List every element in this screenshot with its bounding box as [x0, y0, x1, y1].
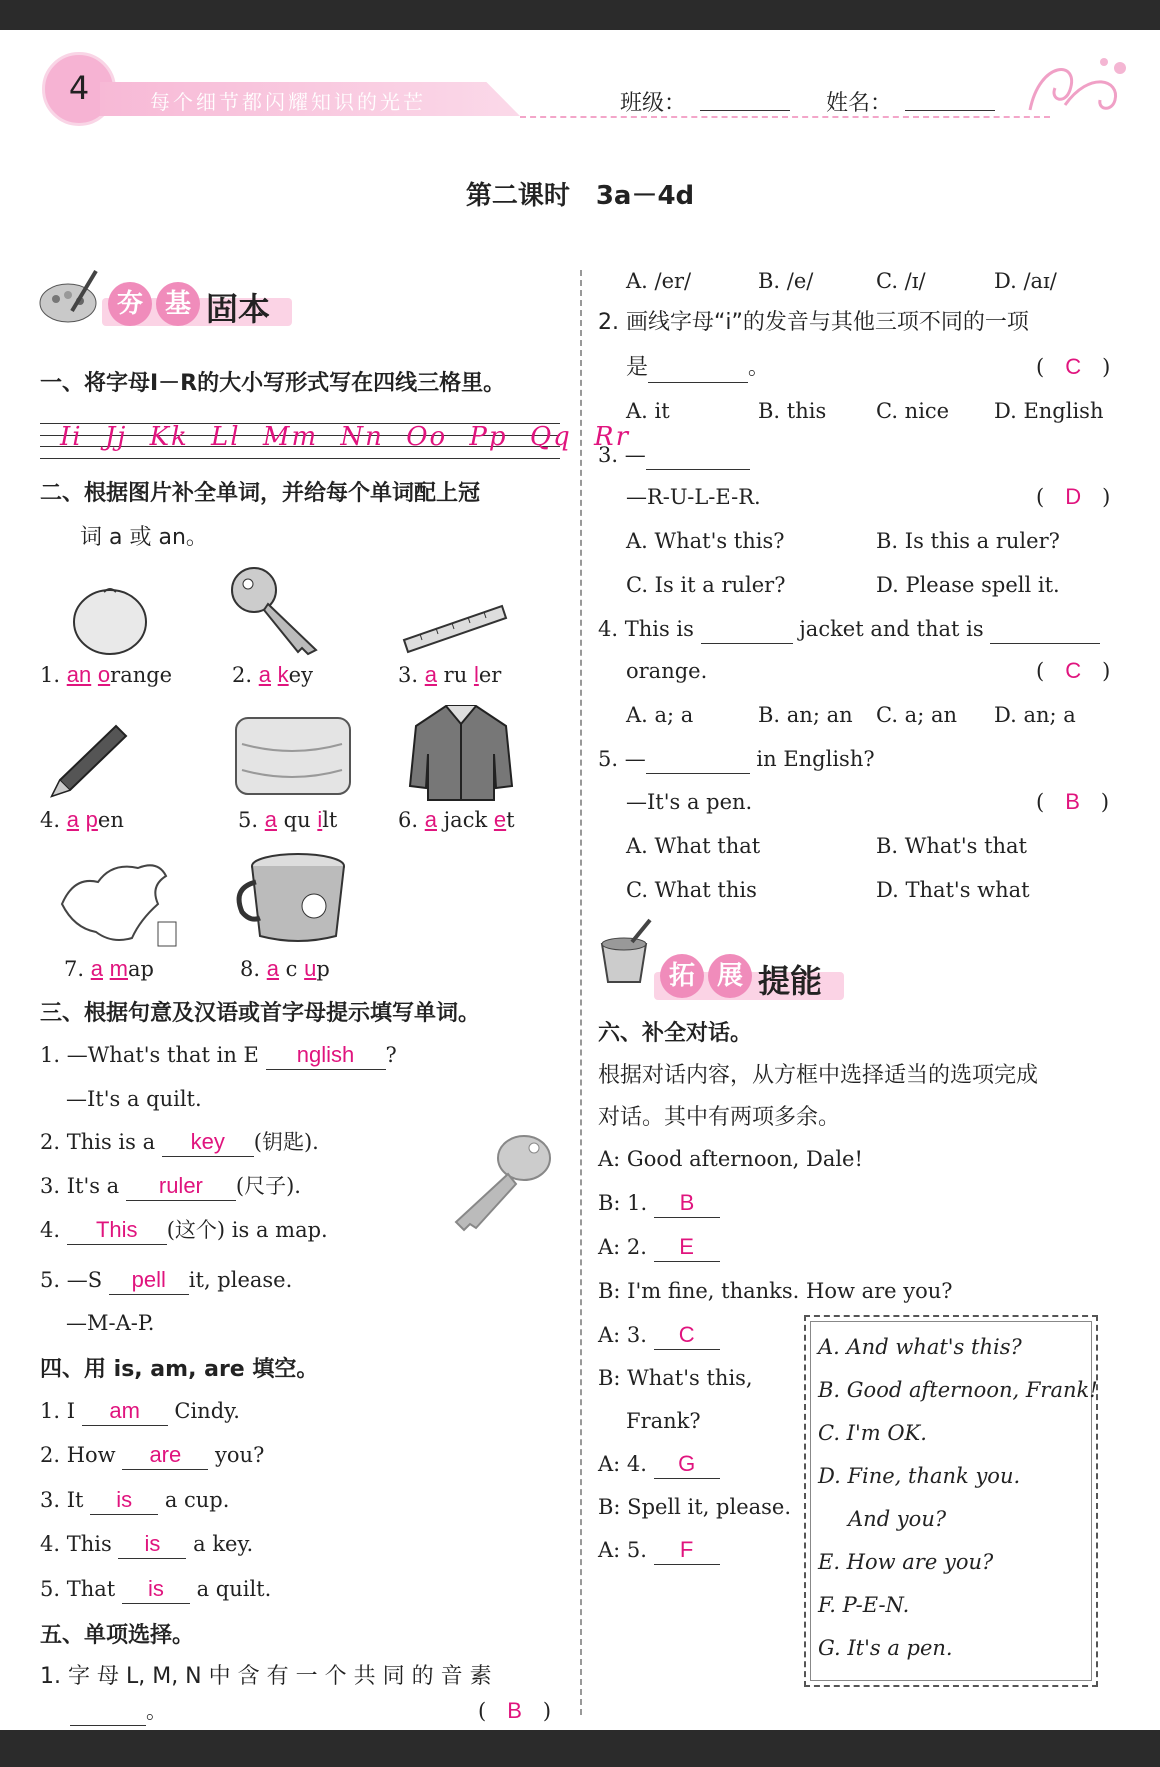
option-b: B. Good afternoon, Frank!	[818, 1378, 1098, 1402]
q5-s5-stem: 5. — in English?	[598, 744, 875, 774]
q2-item-4-article: a	[66, 807, 79, 832]
q4-answer-5: is	[122, 1575, 190, 1604]
q2-item-6: 6. a jack et	[398, 807, 515, 832]
q5-s2-stem-2: 是 。	[626, 352, 769, 383]
orange-picture	[70, 582, 150, 656]
q2-item-3-article: a	[424, 662, 437, 687]
option-f: F. P-E-N.	[818, 1593, 910, 1617]
section-a-badge-1: 夯	[108, 282, 152, 326]
key-picture	[228, 564, 328, 656]
q4-answer-2: are	[122, 1441, 208, 1470]
q5-s3-answer: ( D )	[1036, 484, 1111, 509]
options-box-list	[818, 1326, 1098, 1670]
q2-item-4-letter: p	[85, 807, 98, 832]
q5-heading: 五、单项选择。	[40, 1623, 195, 1648]
q4-item-3: 3. It is a cup.	[40, 1485, 229, 1515]
q5-s2-answer: ( C )	[1036, 354, 1111, 379]
q5-s4-blank-1	[701, 643, 793, 644]
q5-s3-stem: 3. —	[598, 440, 750, 470]
map-picture	[54, 856, 182, 950]
option-c: C. I'm OK.	[818, 1421, 927, 1445]
q2-item-5-letter: i	[317, 807, 323, 832]
page-number-badge: 4	[42, 52, 116, 126]
q2-item-2-article: a	[258, 662, 271, 687]
q5-s3-blank	[646, 469, 750, 470]
option-d-cont: And you?	[848, 1507, 947, 1531]
q4-heading: 四、用 is, am, are 填空。	[40, 1357, 319, 1382]
q2-item-1-article: an	[66, 662, 92, 687]
q3-line-2: 2. This is a key (钥匙).	[40, 1127, 319, 1157]
option-a: A. And what's this?	[818, 1335, 1022, 1359]
q5-s1-blank	[70, 1725, 146, 1726]
q6-dialogue-3: B: I'm fine, thanks. How are you?	[598, 1279, 953, 1303]
header-dash-line	[520, 116, 1050, 118]
q4-answer-4: is	[118, 1530, 186, 1559]
q3-line-5-reply: —M-A-P.	[66, 1311, 155, 1335]
section-a-title: 固本	[206, 290, 271, 328]
column-divider	[580, 270, 582, 1715]
q6-dialogue-2: A: 2. E	[598, 1232, 720, 1262]
q6-dialogue-7: B: Spell it, please.	[598, 1495, 792, 1519]
q3-answer-5: pell	[109, 1266, 189, 1295]
q2-item-7-article: a	[90, 956, 103, 981]
q6-dialogue-6: A: 4. G	[598, 1449, 720, 1479]
q6-answer-3: C	[654, 1321, 720, 1350]
q2-item-7-letter: m	[109, 956, 128, 981]
name-label: 姓名：	[826, 91, 893, 116]
option-e: E. How are you?	[818, 1550, 994, 1574]
q3-heading: 三、根据句意及汉语或首字母提示填写单词。	[40, 1001, 481, 1026]
q2-item-8-article: a	[266, 956, 279, 981]
q6-dialogue-1: B: 1. B	[598, 1188, 720, 1218]
q6-answer-5: F	[654, 1536, 720, 1565]
pen-picture	[44, 718, 130, 800]
q5-s5-reply: —It's a pen.	[626, 790, 753, 814]
q3-answer-3: ruler	[126, 1172, 236, 1201]
class-field[interactable]	[700, 110, 790, 111]
q2-item-1: 1. an orange	[40, 662, 173, 687]
q2-item-8-letter: u	[304, 956, 317, 981]
section-a-badge-2: 基	[156, 282, 200, 326]
q3-answer-1: nglish	[266, 1041, 386, 1070]
palette-icon	[38, 267, 100, 325]
q2-heading-line2: 词 a 或 an。	[80, 525, 208, 550]
q5-s4-stem-2: orange.	[626, 659, 708, 683]
q3-answer-4: This	[67, 1216, 167, 1245]
name-field[interactable]	[905, 110, 995, 111]
q4-item-2: 2. How are you?	[40, 1440, 264, 1470]
q3-line-3: 3. It's a ruler (尺子).	[40, 1171, 301, 1201]
q6-dialogue-5b: Frank?	[626, 1409, 701, 1433]
cup-picture	[230, 848, 352, 948]
q3-line-5: 5. —S pell it, please.	[40, 1265, 292, 1295]
q2-item-5-article: a	[264, 807, 277, 832]
q6-answer-4: G	[654, 1450, 720, 1479]
q6-instruction-1: 根据对话内容，从方框中选择适当的选项完成	[598, 1063, 1039, 1088]
q2-item-5: 5. a qu ilt	[238, 807, 338, 832]
q6-dialogue-4: A: 3. C	[598, 1320, 720, 1350]
q2-item-3: 3. a ru ler	[398, 662, 502, 687]
q3-answer-2: key	[162, 1128, 254, 1157]
q4-item-1: 1. I am Cindy.	[40, 1396, 240, 1426]
q3-line-1-reply: —It's a quilt.	[66, 1087, 202, 1111]
section-b-title: 提能	[758, 962, 823, 1000]
q5-s1-stem: 1. 字 母 L, M, N 中 含 有 一 个 共 同 的 音 素	[40, 1664, 492, 1689]
header-slogan: 每个细节都闪耀知识的光芒	[150, 90, 426, 114]
q5-s3-reply: —R-U-L-E-R.	[626, 485, 761, 509]
q2-item-6-article: a	[424, 807, 437, 832]
q5-s4-answer: ( C )	[1036, 658, 1111, 683]
q6-heading: 六、补全对话。	[598, 1021, 753, 1046]
q2-item-4: 4. a pen	[40, 807, 124, 832]
q6-dialogue-5: B: What's this,	[598, 1366, 753, 1390]
q5-s2-blank	[648, 382, 748, 383]
q5-s1-answer: ( B )	[478, 1698, 552, 1723]
q5-s5-answer: ( B )	[1036, 789, 1110, 814]
section-b-badge-1: 拓	[660, 954, 704, 998]
q2-item-1-letter: o	[97, 662, 111, 687]
q2-item-7: 7. a map	[64, 956, 154, 981]
q4-item-5: 5. That is a quilt.	[40, 1574, 271, 1604]
ruler-picture	[402, 600, 508, 654]
q4-answer-3: is	[90, 1486, 158, 1515]
q4-item-4: 4. This is a key.	[40, 1529, 253, 1559]
q6-dialogue-0: A: Good afternoon, Dale!	[598, 1147, 863, 1171]
q5-s4-blank-2	[990, 643, 1100, 644]
q2-item-6-letter: e	[493, 807, 507, 832]
section-b-badge-2: 展	[708, 954, 752, 998]
option-g: G. It's a pen.	[818, 1636, 953, 1660]
q2-item-8: 8. a c up	[240, 956, 330, 981]
key-illustration	[446, 1130, 556, 1234]
q6-answer-2: E	[654, 1233, 720, 1262]
q5-s1-stem-2: 。	[70, 1696, 167, 1726]
option-d: D. Fine, thank you.	[818, 1464, 1021, 1488]
q2-item-3-letter: l	[473, 662, 479, 687]
worksheet-page: 4 每个细节都闪耀知识的光芒 班级： 姓名： 第二课时 3a－4d 夯 基 固本 一、将字母I－R的大小写形式写在四线三格里。 Ii Jj Kk Ll Mm Nn Oo Pp Qq Rr 二、根据图片补全单词，并给每个单词配上冠 词 a 或 an。 1. an orange 2. a key 3. a ru ler 4. a pen 5. a qu ilt 6. a jack et 7. a map 8. a c up 三、根据句意及汉语或首字母提示填写单词。 1. —What's that in E nglish ? —It's a quilt. 2. This is a key (钥匙). 3. It's a ruler (尺子). 4. This (这个) is a map. 5. —S pell it, please. —M-A-P. 四、用 is, am, are 填空。 1. I am Cindy. 2. How are you? 3. It is a cup. 4. This is a key. 5. That is a quilt. 五、单项选择。 1. 字 母 L, M, N 中 含 有 一 个 共 同 的 音 素 。 ( B ) A. /er/ B. /e/ C. /ɪ/ D. /aɪ/ 2. 画线字母“i”的发音与其他三项不同的一项 是 。 ( C ) A. it B. this C. nice D. English 3. — —R-U-L-E-R. ( D ) A. What's this? B. Is this a ruler? C. Is it a ruler? D. Please spell it. 4. This is jacket and that is orange. ( C ) A. a; a B. an; an C. a; an D. an; a 5. — in English? —It's a pen. ( B ) A. What that B. What's that C. What this D. That's what 拓 展 提能 六、补全对话。 根据对话内容，从方框中选择适当的选项完成 对话。其中有两项多余。 A: Good afternoon, Dale! B: 1. B A: 2. E B: I'm fine, thanks. How are you? A: 3. C B: What's this, Frank? A: 4. G B: Spell it, please. A: 5. F A. And what's this? B. Good afternoon, Frank! C. I'm OK. D. Fine, thank you. And you? E. How are you? F. P-E-N. G. It's a pen.	[0, 30, 1160, 1730]
q2-heading-line1: 二、根据图片补全单词，并给每个单词配上冠	[40, 481, 481, 506]
q6-answer-1: B	[654, 1189, 720, 1218]
q3-line-1: 1. —What's that in E nglish ?	[40, 1040, 397, 1070]
q6-dialogue-8: A: 5. F	[598, 1535, 720, 1565]
q1-answer-letters: Ii Jj Kk Ll Mm Nn Oo Pp Qq Rr	[60, 422, 631, 452]
q2-item-2-letter: k	[277, 662, 289, 687]
class-label: 班级：	[620, 91, 687, 116]
q5-s2-stem: 2. 画线字母“i”的发音与其他三项不同的一项	[598, 310, 1029, 335]
q2-item-2: 2. a key	[232, 662, 313, 687]
paint-bucket-icon	[596, 918, 660, 986]
q3-line-4: 4. This (这个) is a map.	[40, 1215, 328, 1245]
q1-heading: 一、将字母I－R的大小写形式写在四线三格里。	[40, 371, 506, 396]
q6-instruction-2: 对话。其中有两项多余。	[598, 1105, 841, 1130]
jacket-picture	[408, 700, 514, 804]
q4-answer-1: am	[82, 1397, 168, 1426]
q5-s4-stem: 4. This is jacket and that is	[598, 614, 1100, 644]
flourish-icon	[1020, 50, 1130, 120]
lesson-title: 第二课时 3a－4d	[465, 181, 695, 211]
quilt-picture	[232, 714, 354, 798]
q5-s5-blank	[646, 773, 750, 774]
